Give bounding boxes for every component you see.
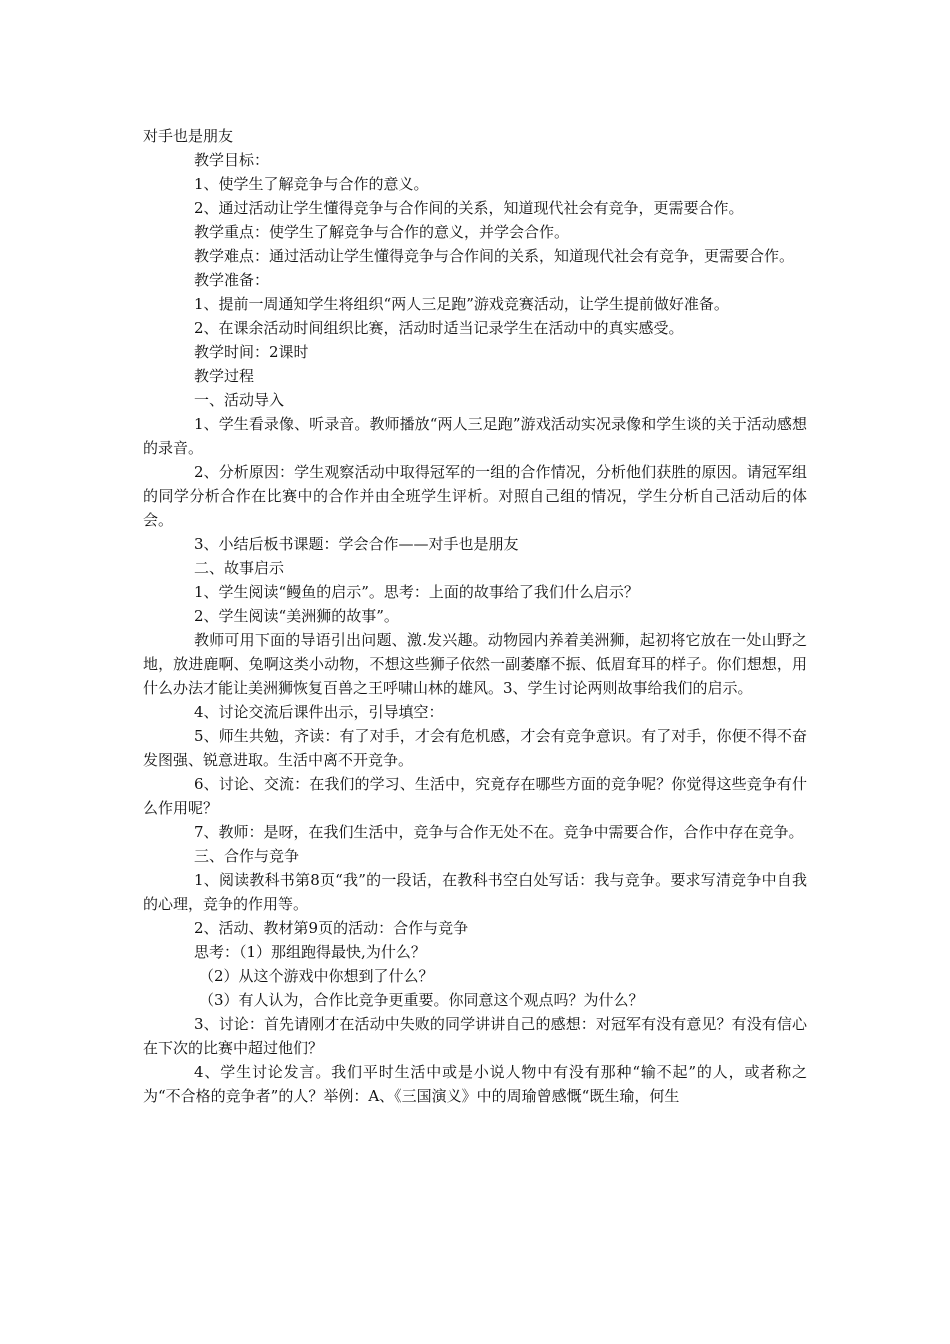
paragraph: 1、使学生了解竞争与合作的意义。 xyxy=(194,175,429,193)
section-heading: 一、活动导入 xyxy=(194,391,285,409)
paragraph: 2、在课余活动时间组织比赛，活动时适当记录学生在活动中的真实感受。 xyxy=(194,319,684,337)
document-body xyxy=(143,124,807,1108)
paragraph: 教学难点：通过活动让学生懂得竞争与合作间的关系，知道现代社会有竞争，更需要合作。 xyxy=(194,247,795,265)
paragraph: 教学时间：2课时 xyxy=(194,343,309,361)
paragraph: 6、讨论、交流：在我们的学习、生活中，究竟存在哪些方面的竞争呢？你觉得这些竞争有什么作用呢？ xyxy=(143,775,807,817)
paragraph: 1、学生阅读“鳗鱼的启示”。思考：上面的故事给了我们什么启示？ xyxy=(194,583,639,601)
paragraph: 教师可用下面的导语引出问题、激.发兴趣。动物园内养着美洲狮，起初将它放在一处山野之地，放进鹿啊、兔啊这类小动物，不想这些狮子依然一副萎靡不振、低眉耷耳的样子。你们想想，用什么办法才能让美洲狮恢复百兽之王呼啸山林的雄风。3、学生讨论两则故事给我们的启示。 xyxy=(143,631,807,697)
paragraph: 3、小结后板书课题：学会合作——对手也是朋友 xyxy=(194,535,519,553)
paragraph: 1、提前一周通知学生将组织“两人三足跑”游戏竞赛活动，让学生提前做好准备。 xyxy=(194,295,729,313)
paragraph: 1、阅读教科书第8页“我”的一段话，在教科书空白处写话：我与竞争。要求写清竞争中自我的心理，竞争的作用等。 xyxy=(143,871,807,913)
paragraph: 教学目标： xyxy=(194,151,270,169)
paragraph: （3）有人认为，合作比竞争更重要。你同意这个观点吗？为什么？ xyxy=(199,991,644,1009)
paragraph: 7、教师：是呀，在我们生活中，竞争与合作无处不在。竞争中需要合作，合作中存在竞争。 xyxy=(194,823,804,841)
paragraph: 2、学生阅读“美洲狮的故事”。 xyxy=(194,607,399,625)
paragraph: 2、通过活动让学生懂得竞争与合作间的关系，知道现代社会有竞争，更需要合作。 xyxy=(194,199,744,217)
section-heading: 二、故事启示 xyxy=(194,559,285,577)
document-title: 对手也是朋友 xyxy=(143,127,234,145)
paragraph: 2、分析原因：学生观察活动中取得冠军的一组的合作情况，分析他们获胜的原因。请冠军组的同学分析合作在比赛中的合作并由全班学生评析。对照自己组的情况，学生分析自己活动后的体会。 xyxy=(143,463,807,529)
paragraph: 教学准备： xyxy=(194,271,270,289)
paragraph: （2）从这个游戏中你想到了什么？ xyxy=(199,967,434,985)
paragraph: 4、学生讨论发言。我们平时生活中或是小说人物中有没有那种“输不起”的人，或者称之为“不合格的竞争者”的人？举例：A、《三国演义》中的周瑜曾感慨“既生瑜，何生 xyxy=(143,1063,807,1105)
paragraph: 2、活动、教材第9页的活动：合作与竞争 xyxy=(194,919,469,937)
paragraph: 1、学生看录像、听录音。教师播放“两人三足跑”游戏活动实况录像和学生谈的关于活动感想的录音。 xyxy=(143,415,807,457)
paragraph: 5、师生共勉，齐读：有了对手，才会有危机感，才会有竞争意识。有了对手，你便不得不奋发图强、锐意进取。生活中离不开竞争。 xyxy=(143,727,807,769)
section-heading: 教学过程 xyxy=(194,367,255,385)
paragraph: 教学重点：使学生了解竞争与合作的意义，并学会合作。 xyxy=(194,223,570,241)
paragraph: 思考：（1）那组跑得最快,为什么？ xyxy=(194,943,426,961)
section-heading: 三、合作与竞争 xyxy=(194,847,300,865)
paragraph: 4、讨论交流后课件出示，引导填空： xyxy=(194,703,444,721)
paragraph: 3、讨论：首先请刚才在活动中失败的同学讲讲自己的感想：对冠军有没有意见？有没有信心在下次的比赛中超过他们？ xyxy=(143,1015,807,1057)
